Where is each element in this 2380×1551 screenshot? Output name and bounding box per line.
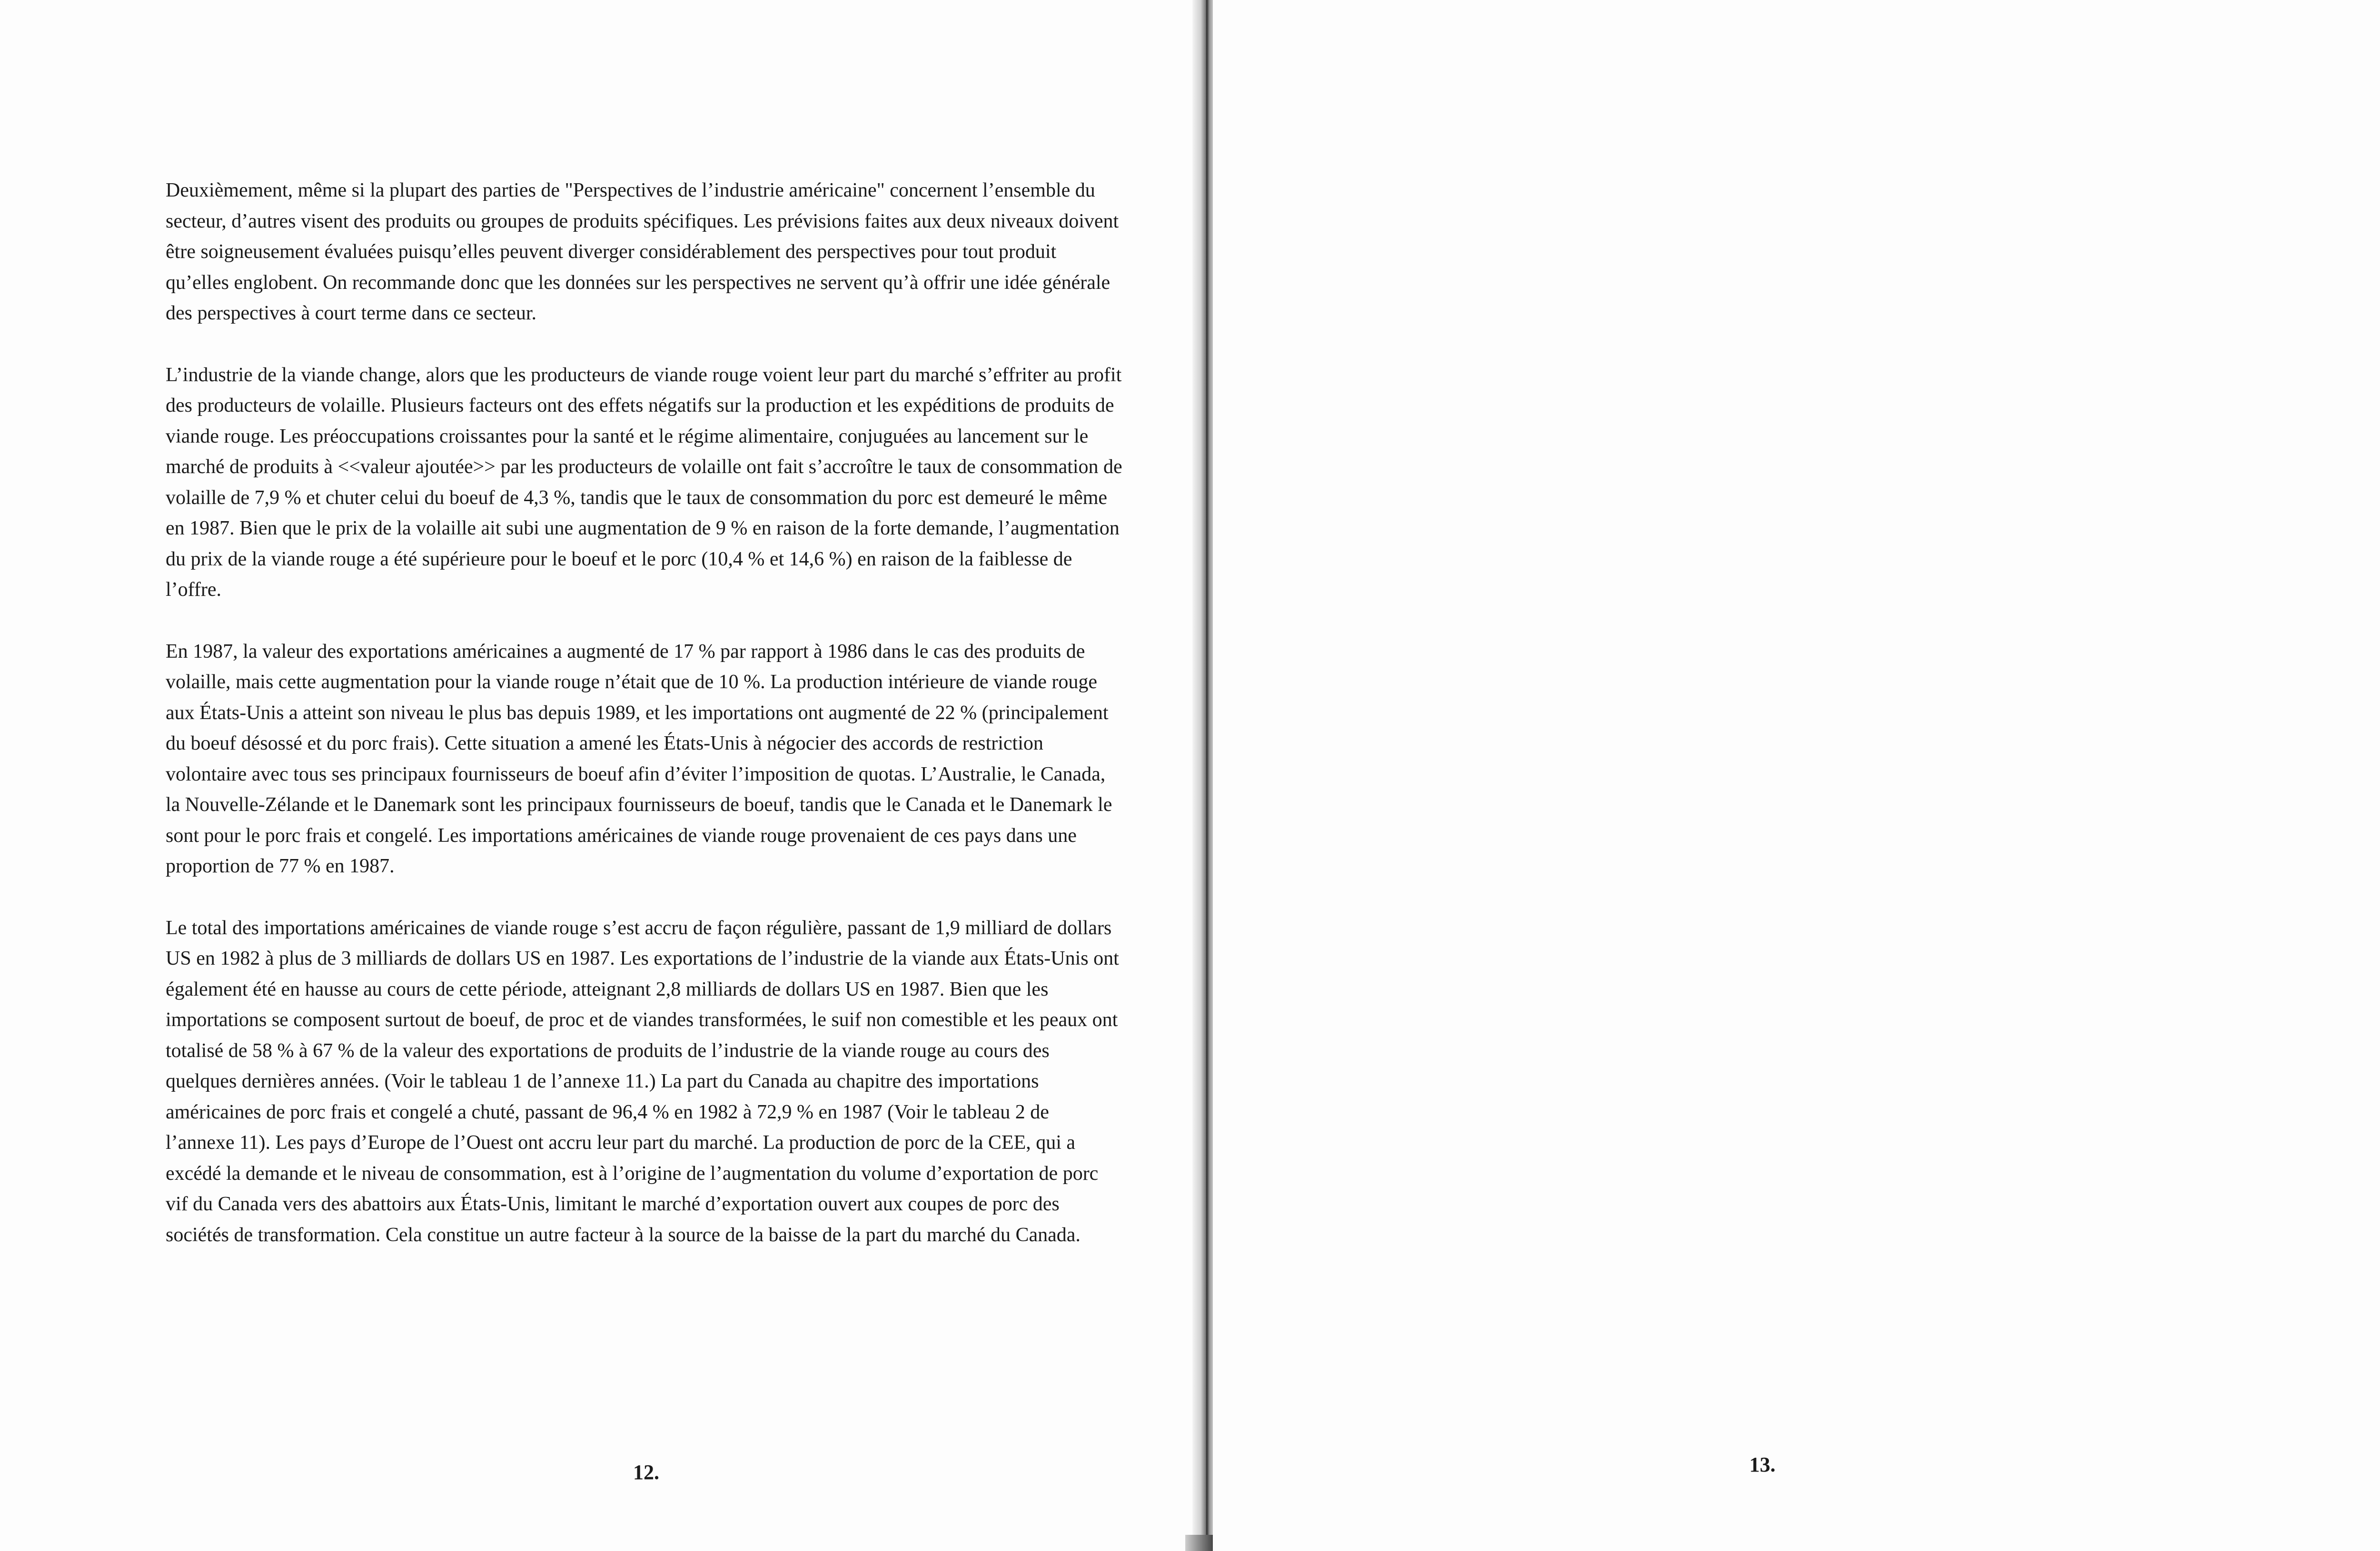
- right-page-number: 13.: [1749, 1453, 1775, 1476]
- left-paragraph-3: En 1987, la valeur des exportations américaines a augmenté de 17 % par rapport à 1986 dans le cas des produits de volaille, mais cette augmentation pour la viande rouge n’était que de 10 %. La production intérieure de viande rouge aux États-Unis a atteint son niveau le plus bas depuis 1989, et les importations ont augmenté de 22 % (principalement du boeuf désossé et du porc frais). Cette situation a amené les États-Unis à négocier des accords de restriction volontaire avec tous ses principaux fournisseurs de boeuf afin d’éviter l’imposition de quotas. L’Australie, le Canada, la Nouvelle-Zélande et le Danemark sont les principaux fournisseurs de boeuf, tandis que le Canada et le Danemark le sont pour le porc frais et congelé. Les importations américaines de viande rouge provenaient de ces pays dans une proportion de 77 % en 1987.: [166, 640, 1112, 877]
- left-paragraph-4: Le total des importations américaines de viande rouge s’est accru de façon régulière, passant de 1,9 milliard de dollars US en 1982 à plus de 3 milliards de dollars US en 1987. Les exportations de l’industrie de la viande aux États-Unis ont également été en hausse au cours de cette période, atteignant 2,8 milliards de dollars US en 1987. Bien que les importations se composent surtout de boeuf, de proc et de viandes transformées, le suif non comestible et les peaux ont totalisé de 58 % à 67 % de la valeur des exportations de produits de l’industrie de la viande rouge au cours des quelques dernières années. (Voir le tableau 1 de l’annexe 11.) La part du Canada au chapitre des importations américaines de porc frais et congelé a chuté, passant de 96,4 % en 1982 à 72,9 % en 1987 (Voir le tableau 2 de l’annexe 11). Les pays d’Europe de l’Ouest ont accru leur part du marché. La production de porc de la CEE, qui a excédé la demande et le niveau de consommation, est à l’origine de l’augmentation du volume d’exportation de porc vif du Canada vers des abattoirs aux États-Unis, limitant le marché d’exportation ouvert aux coupes de porc des sociétés de transformation. Cela constitue un autre facteur à la source de la baisse de la part du marché du Canada.: [166, 917, 1119, 1246]
- left-paragraph-2: L’industrie de la viande change, alors que les producteurs de viande rouge voient leur part du marché s’effriter au profit des producteurs de volaille. Plusieurs facteurs ont des effets négatifs sur la production et les expéditions de produits de viande rouge. Les préoccupations croissantes pour la santé et le régime alimentaire, conjuguées au lancement sur le marché de produits à <<valeur ajoutée>> par les producteurs de volaille ont fait s’accroître le taux de consommation de volaille de 7,9 % et chuter celui du boeuf de 4,3 %, tandis que le taux de consommation du porc est demeuré le même en 1987. Bien que le prix de la volaille ait subi une augmentation de 9 % en raison de la forte demande, l’augmentation du prix de la viande rouge a été supérieure pour le boeuf et le porc (10,4 % et 14,6 %) en raison de la faiblesse de l’offre.: [166, 364, 1122, 601]
- left-paragraph-1: Deuxièmement, même si la plupart des parties de "Perspectives de l’industrie américaine" concernent l’ensemble du secteur, d’autres visent des produits ou groupes de produits spécifiques. Les prévisions faites aux deux niveaux doivent être soigneusement évaluées puisqu’elles peuvent diverger considérablement des perspectives pour tout produit qu’elles englobent. On recommande donc que les données sur les perspectives ne servent qu’à offrir une idée générale des perspectives à court terme dans ce secteur.: [166, 179, 1119, 324]
- left-page-number: 12.: [633, 1461, 659, 1484]
- right-page: [1213, 0, 2380, 1551]
- left-page-text-column: [166, 175, 1122, 1281]
